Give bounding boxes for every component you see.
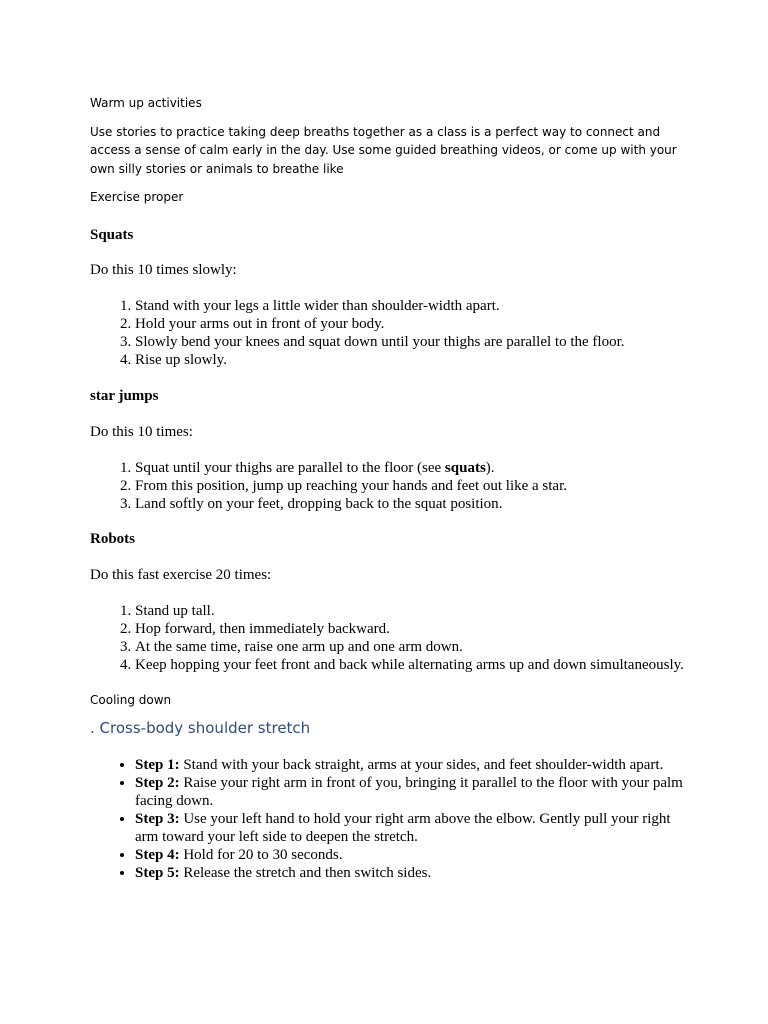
squats-intro: Do this 10 times slowly: xyxy=(90,261,237,278)
step-bold-ref: squats xyxy=(444,459,486,476)
robots-steps xyxy=(90,602,690,674)
list-item: 2. Hop forward, then immediately backward. xyxy=(135,620,690,638)
star-jumps-intro: Do this 10 times: xyxy=(90,423,193,440)
warmup-title: Warm up activities xyxy=(90,96,202,110)
list-item: 3. Slowly bend your knees and squat down until your thighs are parallel to the floor. xyxy=(135,333,690,351)
list-item: 3. Land softly on your feet, dropping back to the squat position. xyxy=(135,495,690,513)
list-item: 1. Stand up tall. xyxy=(135,602,690,620)
step-label: Step 4: xyxy=(135,847,180,863)
star-jumps-title: star jumps xyxy=(90,387,159,404)
step-label: Step 3: xyxy=(135,811,180,827)
list-item: 2. Hold your arms out in front of your body. xyxy=(135,315,690,333)
exercise-title: Exercise proper xyxy=(90,190,184,204)
list-item xyxy=(135,756,690,774)
list-item xyxy=(135,459,690,477)
list-item: 3. At the same time, raise one arm up and one arm down. xyxy=(135,638,690,656)
robots-title: Robots xyxy=(90,530,136,547)
step-text: Squat until your thighs are parallel to the floor (see xyxy=(135,459,445,476)
document-page xyxy=(90,94,690,882)
step-label: Step 2: xyxy=(135,775,180,791)
list-item: 1. Stand with your legs a little wider than shoulder-width apart. xyxy=(135,297,690,315)
step-text: Raise your right arm in front of you, bringing it parallel to the floor with your palm facing down. xyxy=(135,775,683,809)
list-item: 4. Rise up slowly. xyxy=(135,351,690,369)
list-item xyxy=(135,774,690,810)
list-item xyxy=(135,864,690,882)
step-text: ). xyxy=(485,459,495,476)
cooling-title: Cooling down xyxy=(90,692,172,707)
squats-title: Squats xyxy=(90,226,134,243)
step-text: Hold for 20 to 30 seconds. xyxy=(179,847,343,863)
step-text: Release the stretch and then switch sides. xyxy=(179,865,432,881)
list-item xyxy=(135,810,690,846)
squats-steps xyxy=(90,297,690,369)
star-jumps-steps xyxy=(90,459,690,513)
list-item: 4. Keep hopping your feet front and back while alternating arms up and down simultaneously. xyxy=(135,656,690,674)
stretch-title: . Cross-body shoulder stretch xyxy=(90,719,311,737)
step-text: Use your left hand to hold your right arm above the elbow. Gently pull your right arm toward your left side to deepen the stretch. xyxy=(135,811,671,845)
robots-intro: Do this fast exercise 20 times: xyxy=(90,566,272,583)
warmup-body: Use stories to practice taking deep breaths together as a class is a perfect way to connect and access a sense of calm early in the day. Use some guided breathing videos, or come up with your own silly stories or animals to breathe like xyxy=(90,124,677,176)
step-label: Step 1: xyxy=(135,757,180,773)
stretch-steps xyxy=(90,756,690,882)
step-text: Stand with your back straight, arms at your sides, and feet shoulder-width apart. xyxy=(179,757,664,773)
list-item: 2. From this position, jump up reaching your hands and feet out like a star. xyxy=(135,477,690,495)
step-label: Step 5: xyxy=(135,865,180,881)
list-item xyxy=(135,846,690,864)
